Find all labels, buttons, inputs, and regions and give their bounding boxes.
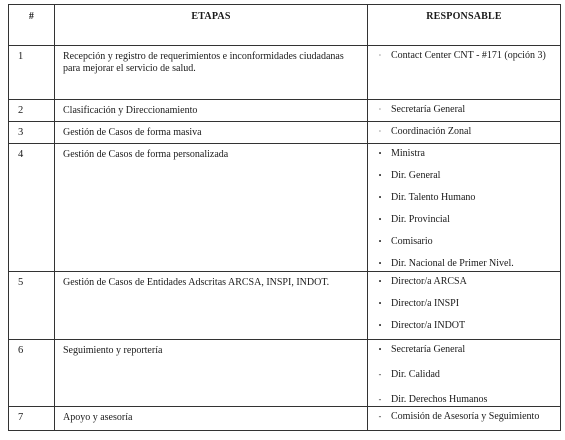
bullet-icon: • [378,237,382,246]
responsible-label: Comisión de Asesoría y Seguimiento [391,411,540,422]
bullet-icon: • [378,321,382,330]
responsible-cell [368,46,561,100]
responsible-cell [368,340,561,407]
responsible-item [374,276,556,288]
bullet-icon: • [378,259,382,268]
row-number: 4 [9,144,55,272]
responsible-item [374,258,556,270]
stage-description: Seguimiento y reportería [55,340,368,407]
bullet-icon: • [378,215,382,224]
bullet-icon: • [378,277,382,286]
table-header-row [9,5,561,46]
responsible-label: Secretaría General [391,104,466,115]
bullet-icon: · [378,105,382,114]
bullet-icon: • [378,345,382,354]
bullet-icon: · [378,51,382,60]
responsible-cell [368,272,561,340]
responsible-label: Director/a INDOT [391,320,466,331]
stage-description: Recepción y registro de requerimientos e inconformidades ciudadanas para mejorar el servicio de salud. [55,46,368,100]
responsible-item [374,298,556,310]
row-number: 6 [9,340,55,407]
responsible-label: Director/a INSPI [391,298,460,309]
header-number: # [9,5,55,46]
responsible-label: Dir. Nacional de Primer Nivel. [391,258,514,269]
responsible-cell [368,122,561,144]
responsible-item [374,104,556,116]
stage-description: Gestión de Casos de Entidades Adscritas ARCSA, INSPI, INDOT. [55,272,368,340]
bullet-icon: - [378,395,382,404]
table-row [9,122,561,144]
row-number: 5 [9,272,55,340]
responsible-label: Contact Center CNT - #171 (opción 3) [391,50,546,61]
bullet-icon: - [378,370,382,379]
table-row [9,46,561,100]
header-responsible: RESPONSABLE [368,5,561,46]
responsible-label: Ministra [391,148,425,159]
responsible-cell [368,144,561,272]
bullet-icon: · [378,127,382,136]
table-row [9,407,561,431]
table-row [9,340,561,407]
row-number: 3 [9,122,55,144]
table-row [9,100,561,122]
responsible-item [374,126,556,138]
responsible-label: Dir. Talento Humano [391,192,476,203]
responsible-item [374,394,556,406]
responsible-item [374,50,556,62]
responsible-label: Director/a ARCSA [391,276,467,287]
table-row [9,272,561,340]
stage-description: Apoyo y asesoría [55,407,368,431]
responsible-label: Dir. Provincial [391,214,450,225]
row-number: 7 [9,407,55,431]
responsible-label: Secretaría General [391,344,466,355]
responsible-item [374,411,556,423]
responsible-label: Dir. Derechos Humanos [391,394,488,405]
responsible-item [374,236,556,248]
bullet-icon: • [378,149,382,158]
bullet-icon: • [378,193,382,202]
responsible-item [374,369,556,381]
stage-description: Gestión de Casos de forma masiva [55,122,368,144]
responsible-label: Comisario [391,236,433,247]
responsible-item [374,344,556,356]
responsible-item [374,214,556,226]
responsible-label: Dir. Calidad [391,369,440,380]
table-body [9,46,561,431]
responsible-item [374,148,556,160]
row-number: 2 [9,100,55,122]
stages-table [8,4,561,431]
table-row [9,144,561,272]
responsible-cell [368,407,561,431]
responsible-label: Dir. General [391,170,441,181]
responsible-item [374,320,556,332]
responsible-cell [368,100,561,122]
row-number: 1 [9,46,55,100]
header-stages: ETAPAS [55,5,368,46]
bullet-icon: - [378,412,382,421]
responsible-item [374,170,556,182]
stage-description: Clasificación y Direccionamiento [55,100,368,122]
responsible-label: Coordinación Zonal [391,126,472,137]
bullet-icon: • [378,299,382,308]
responsible-item [374,192,556,204]
bullet-icon: • [378,171,382,180]
stage-description: Gestión de Casos de forma personalizada [55,144,368,272]
